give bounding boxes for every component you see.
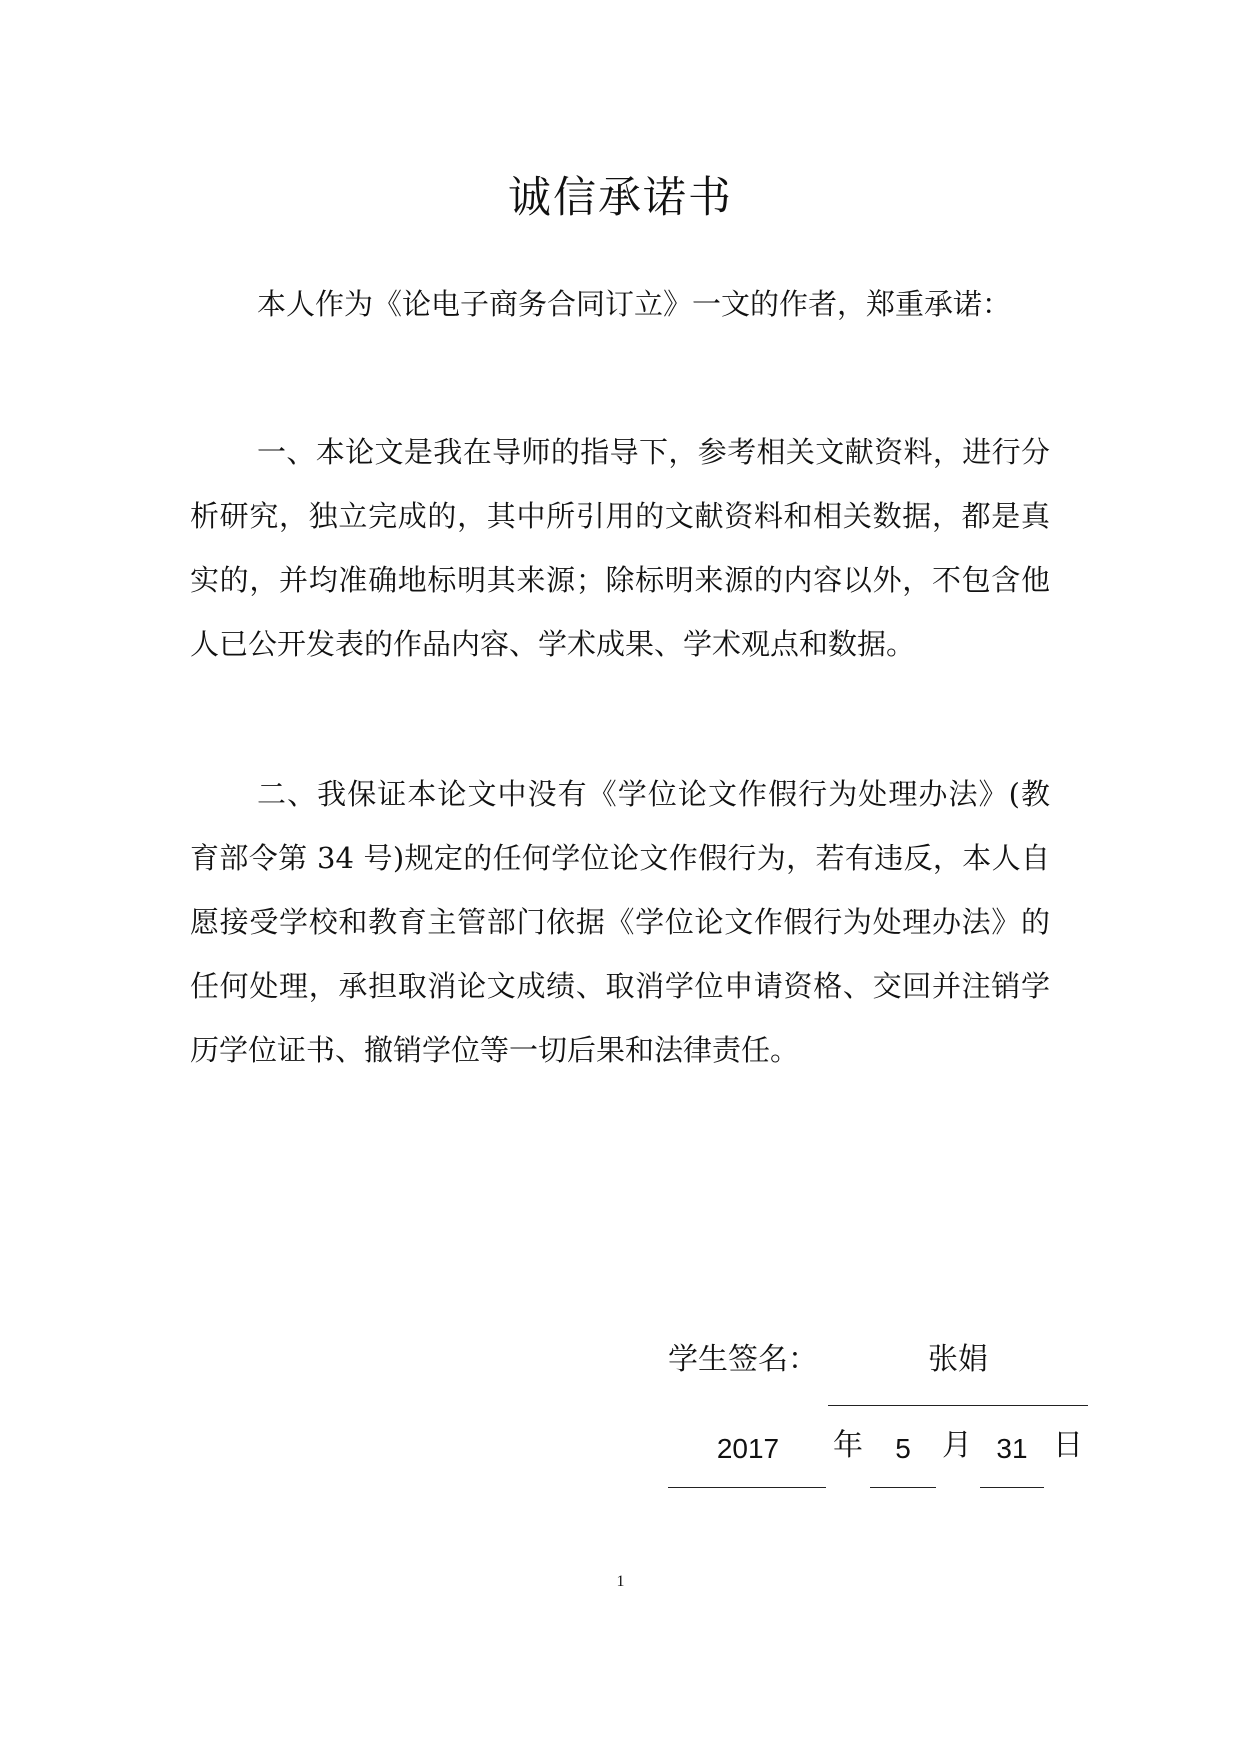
signature-underline — [828, 1405, 1088, 1406]
paragraph-intro: 本人作为《论电子商务合同订立》一文的作者，郑重承诺： — [257, 287, 1012, 321]
date-day-underline — [980, 1487, 1044, 1488]
date-day: 31 — [996, 1433, 1028, 1464]
date-day-unit: 日 — [1053, 1428, 1083, 1463]
page-number: 1 — [616, 1573, 625, 1590]
signature-name: 张娟 — [928, 1342, 988, 1377]
paragraph-commitment-two: 二、我保证本论文中没有《学位论文作假行为处理办法》(教育部令第 34 号)规定的任何学位论文作假行为，若有违反，本人自愿接受学校和教育主管部门依据《学位论文作假行为处理办法》的任何处理，承担取消论文成绩、取消学位申请资格、交回并注销学历学位证书、撤销学位等一切后果和法律责任。 — [190, 777, 1050, 1067]
date-year: 2017 — [716, 1433, 780, 1464]
date-month: 5 — [895, 1433, 911, 1464]
date-year-underline — [668, 1487, 826, 1488]
date-year-unit: 年 — [833, 1428, 863, 1463]
paragraph-commitment-one: 一、本论文是我在导师的指导下，参考相关文献资料，进行分析研究，独立完成的，其中所引用的文献资料和相关数据，都是真实的，并均准确地标明其来源；除标明来源的内容以外，不包含他人已公开发表的作品内容、学术成果、学术观点和数据。 — [190, 435, 1050, 661]
signature-label: 学生签名： — [668, 1342, 818, 1377]
date-month-unit: 月 — [942, 1428, 972, 1463]
document-title: 诚信承诺书 — [508, 173, 733, 223]
date-month-underline — [870, 1487, 936, 1488]
